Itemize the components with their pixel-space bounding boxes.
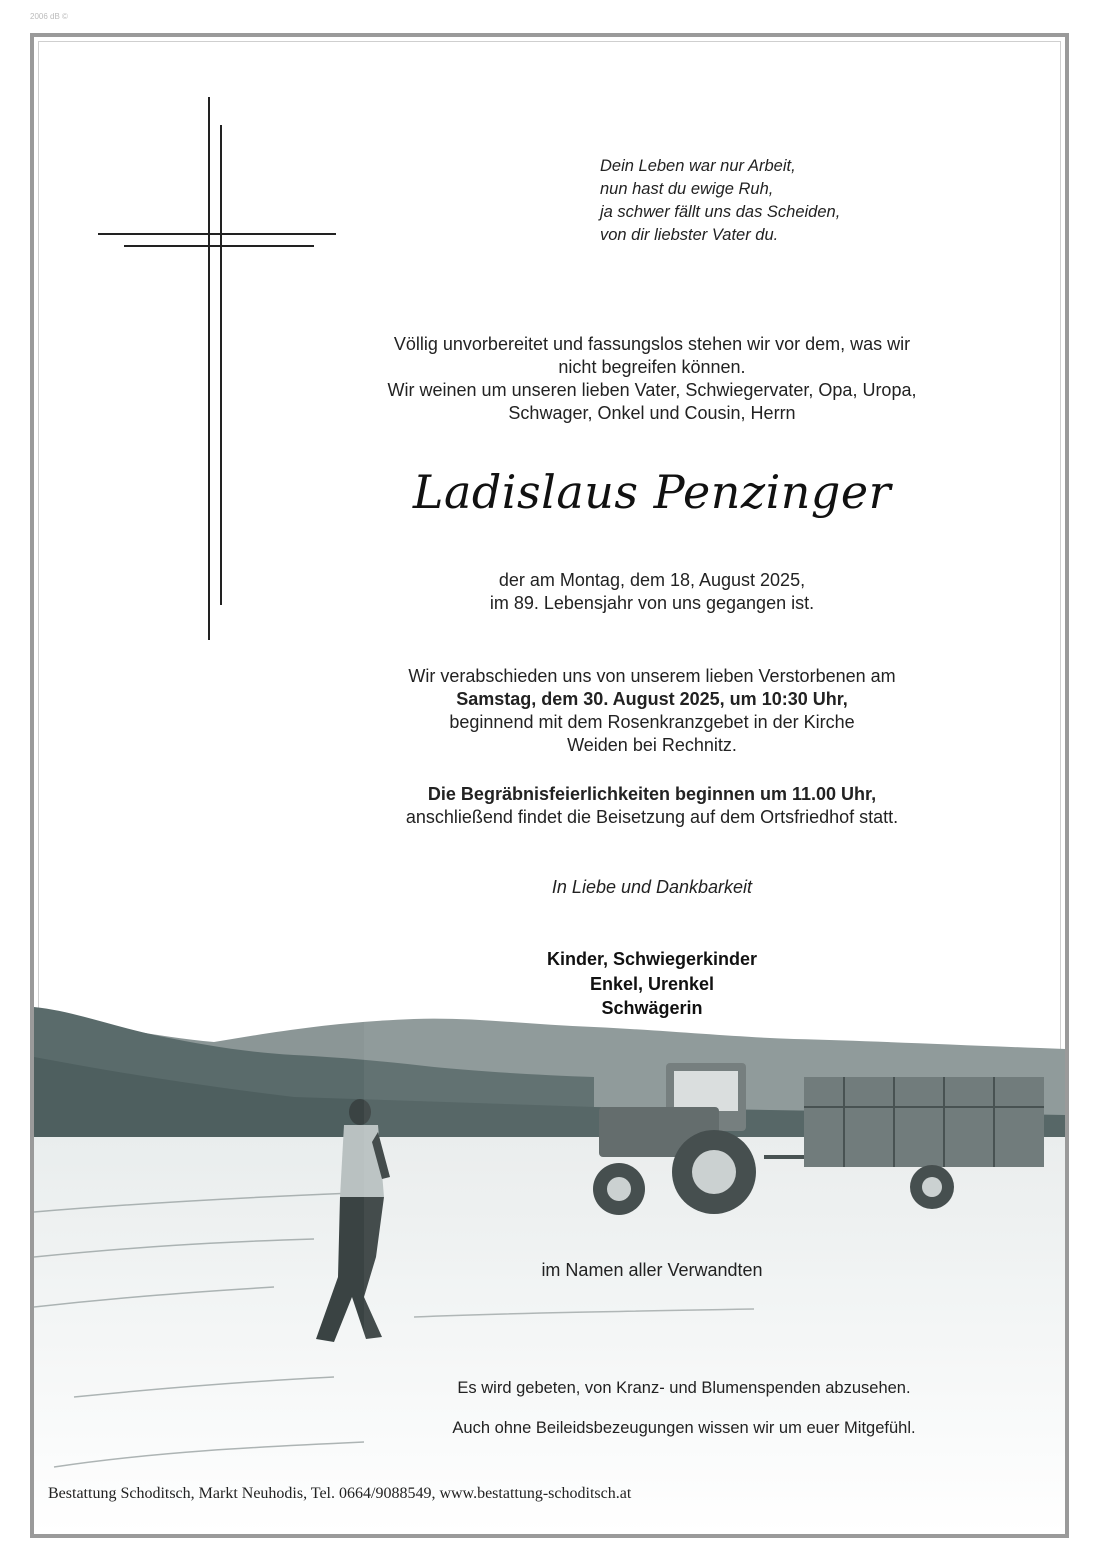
flower-note: Es wird gebeten, von Kranz- und Blumenspenden abzusehen. [457,1379,911,1397]
death-info-line: im 89. Lebensjahr von uns gegangen ist. [489,593,815,613]
farewell-info [332,665,972,757]
intro-line: Wir weinen um unseren lieben Vater, Schwiegervater, Opa, Uropa, [387,380,917,400]
poem-line: nun hast du ewige Ruh, [600,180,774,198]
burial-line: anschließend findet die Beisetzung auf dem Ortsfriedhof statt. [405,807,899,827]
intro-line: Schwager, Onkel und Cousin, Herrn [508,403,796,423]
death-info [332,569,972,615]
scan-mark: 2006 dB © [30,12,68,21]
notice-frame [30,33,1069,1538]
burial-info [332,783,972,829]
intro-line: Völlig unvorbereitet und fassungslos stehen wir vor dem, was wir [393,334,911,354]
farewell-date: Samstag, dem 30. August 2025, um 10:30 Uhr, [456,689,848,709]
death-info-line: der am Montag, dem 18, August 2025, [498,570,806,590]
poem-line: Dein Leben war nur Arbeit, [600,157,796,175]
family-list [332,947,972,1021]
funeral-home-footer: Bestattung Schoditsch, Markt Neuhodis, Tel. 0664/9088549, www.bestattung-schoditsch.at [48,1485,632,1502]
poem-line: von dir liebster Vater du. [600,226,779,244]
family-line: Enkel, Urenkel [589,973,715,994]
condolence-note: Auch ohne Beileidsbezeugungen wissen wir um euer Mitgefühl. [452,1419,916,1437]
poem-line: ja schwer fällt uns das Scheiden, [600,203,841,221]
gratitude-text: In Liebe und Dankbarkeit [551,877,753,897]
burial-time: Die Begräbnisfeierlichkeiten beginnen um 11.00 Uhr, [427,784,877,804]
farewell-line: Weiden bei Rechnitz. [567,735,737,755]
cross-icon [98,97,338,642]
family-line: Kinder, Schwiegerkinder [546,949,758,969]
intro-line: nicht begreifen können. [558,357,746,377]
relatives-text: im Namen aller Verwandten [541,1260,763,1280]
intro-text [332,333,972,425]
deceased-name: Ladislaus Penzinger [412,465,892,519]
farewell-line: Wir verabschieden uns von unserem lieben Verstorbenen am [408,666,896,686]
family-line: Schwägerin [601,998,703,1018]
farewell-line: beginnend mit dem Rosenkranzgebet in der Kirche [449,712,855,732]
poem [600,155,840,247]
